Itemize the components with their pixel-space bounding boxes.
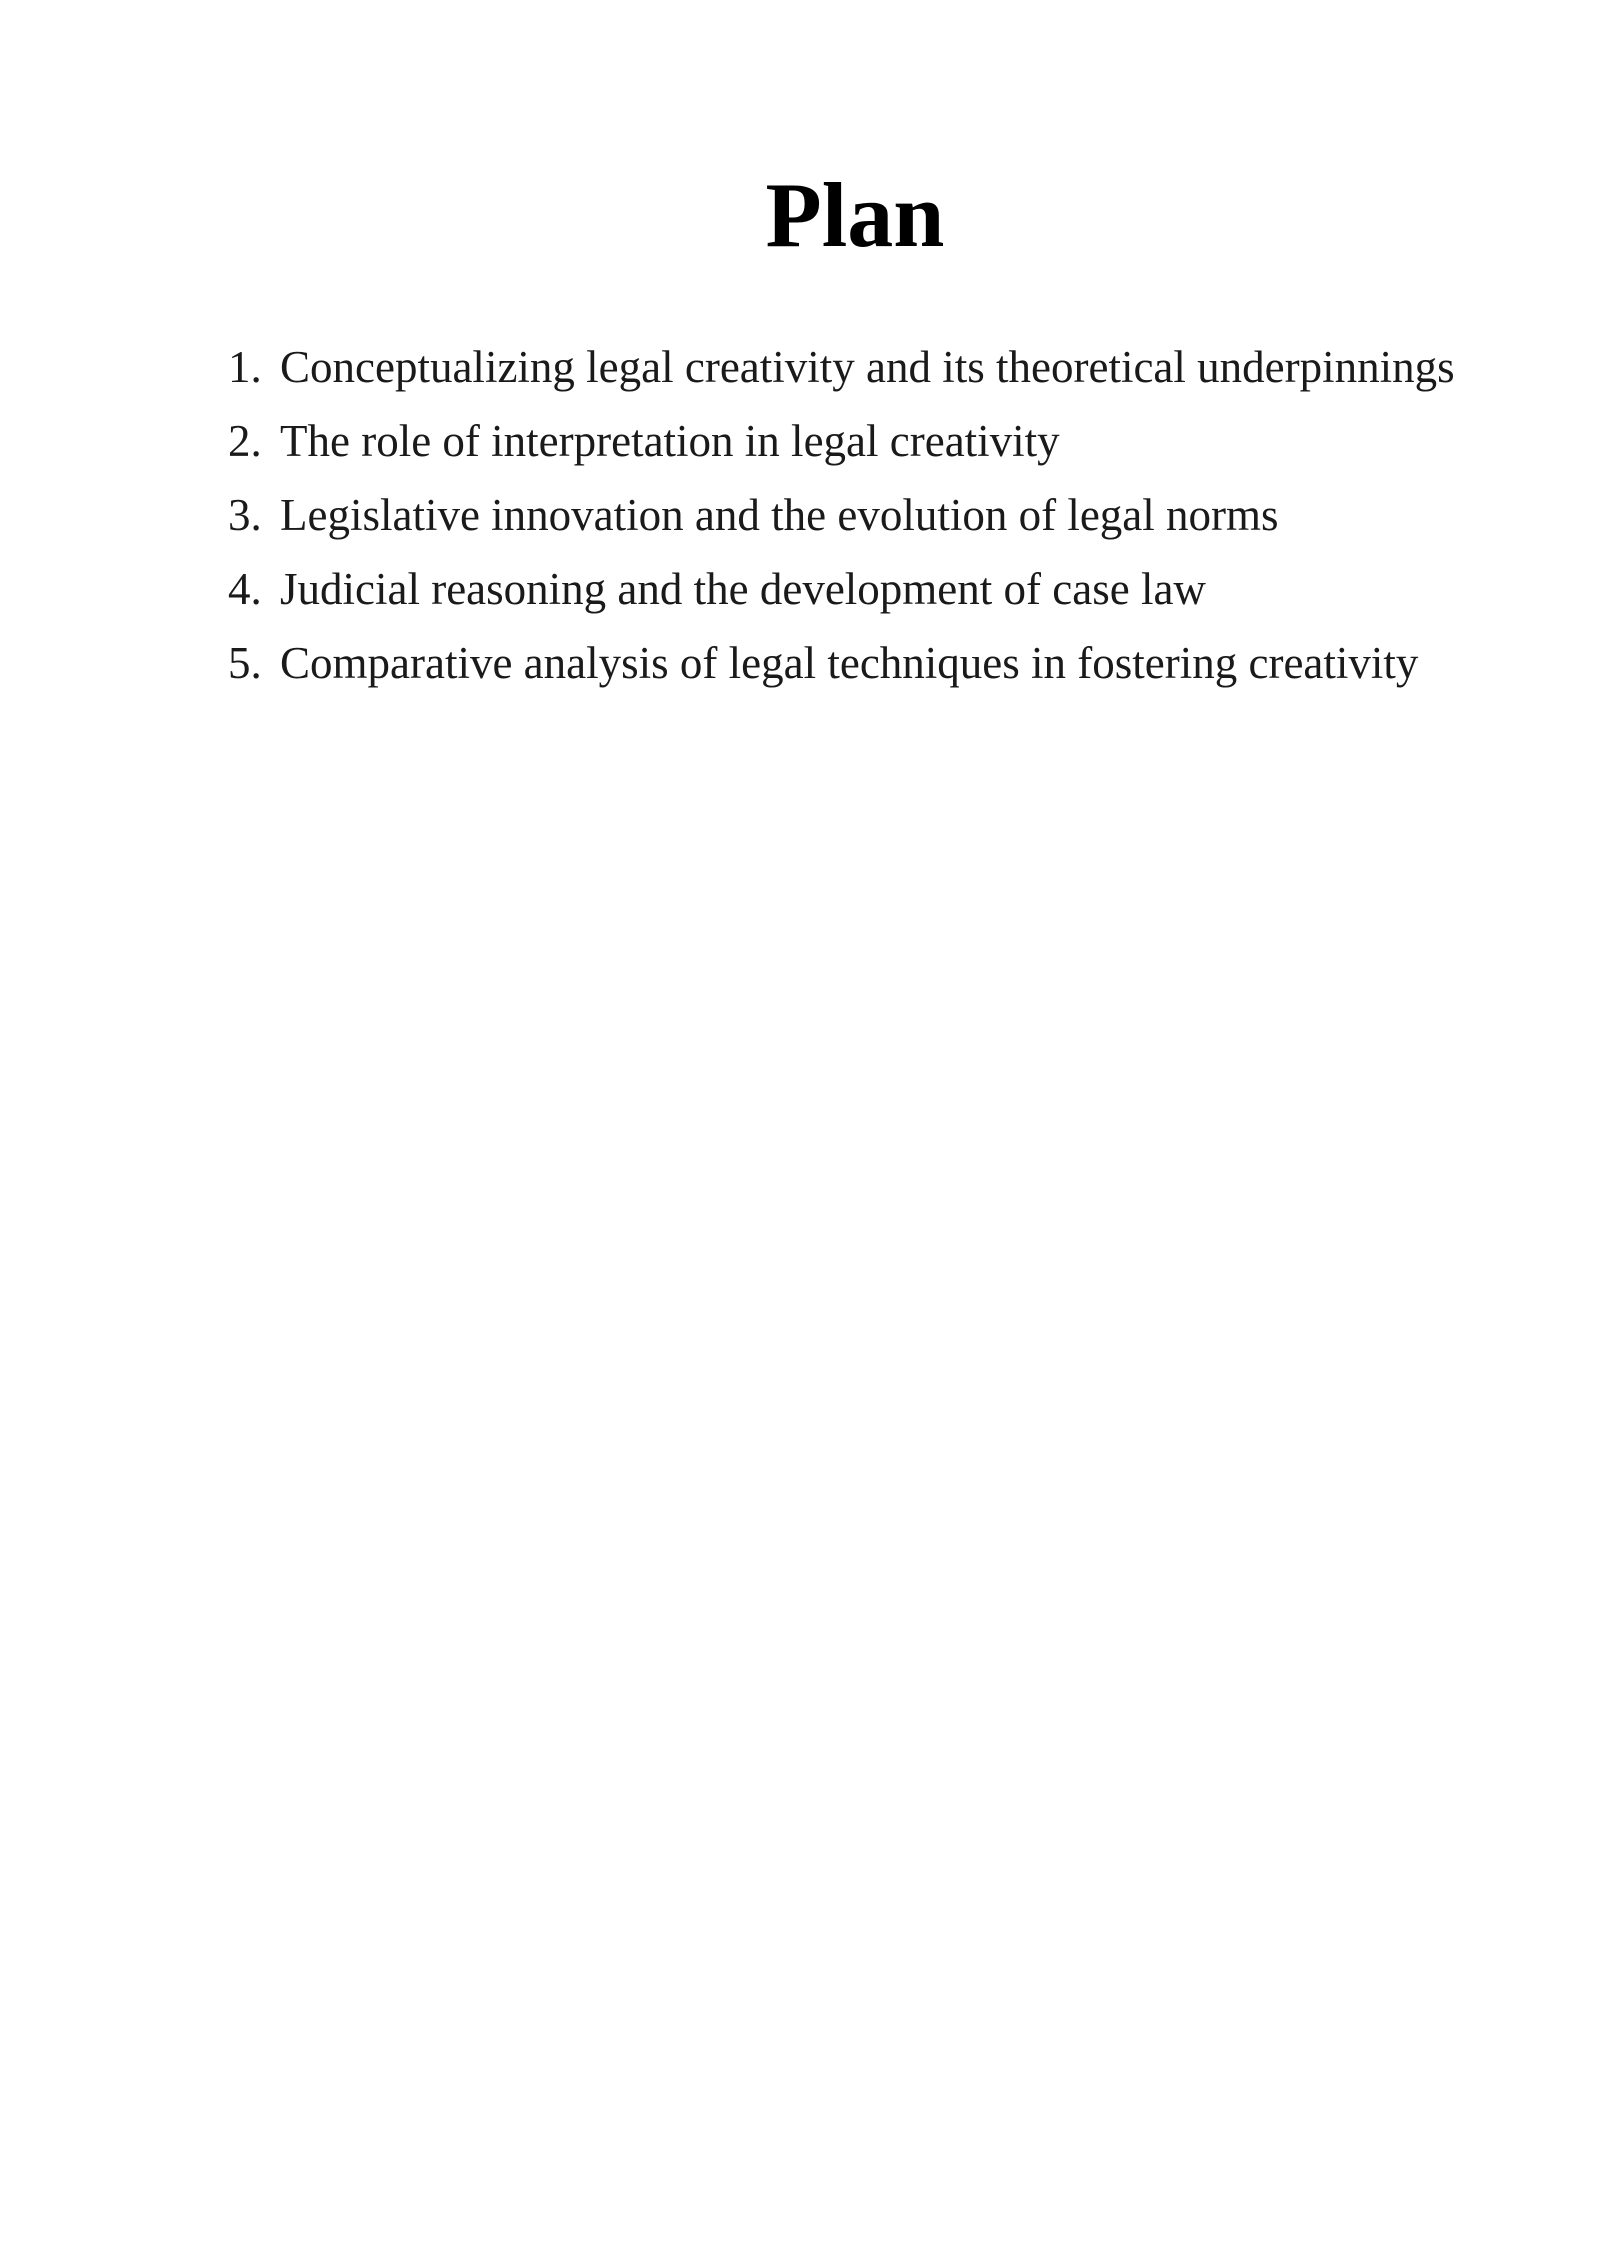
plan-list xyxy=(228,330,1528,700)
list-item xyxy=(228,552,1528,626)
list-item xyxy=(228,404,1528,478)
page-title: Plan xyxy=(765,164,945,266)
list-item xyxy=(228,478,1528,552)
list-item-number: 2. xyxy=(228,416,262,466)
list-item-number: 4. xyxy=(228,564,262,614)
list-item-text: The role of interpretation in legal creativity xyxy=(280,416,1060,466)
list-item-text: Conceptualizing legal creativity and its theoretical underpinnings xyxy=(280,342,1455,392)
list-item-number: 3. xyxy=(228,490,262,540)
list-item xyxy=(228,330,1528,404)
list-item xyxy=(228,626,1528,700)
list-item-number: 5. xyxy=(228,638,262,688)
list-item-number: 1. xyxy=(228,342,262,392)
list-item-text: Legislative innovation and the evolution of legal norms xyxy=(280,490,1279,540)
list-item-text: Judicial reasoning and the development of case law xyxy=(280,564,1206,614)
list-item-text: Comparative analysis of legal techniques in fostering creativity xyxy=(280,638,1419,688)
